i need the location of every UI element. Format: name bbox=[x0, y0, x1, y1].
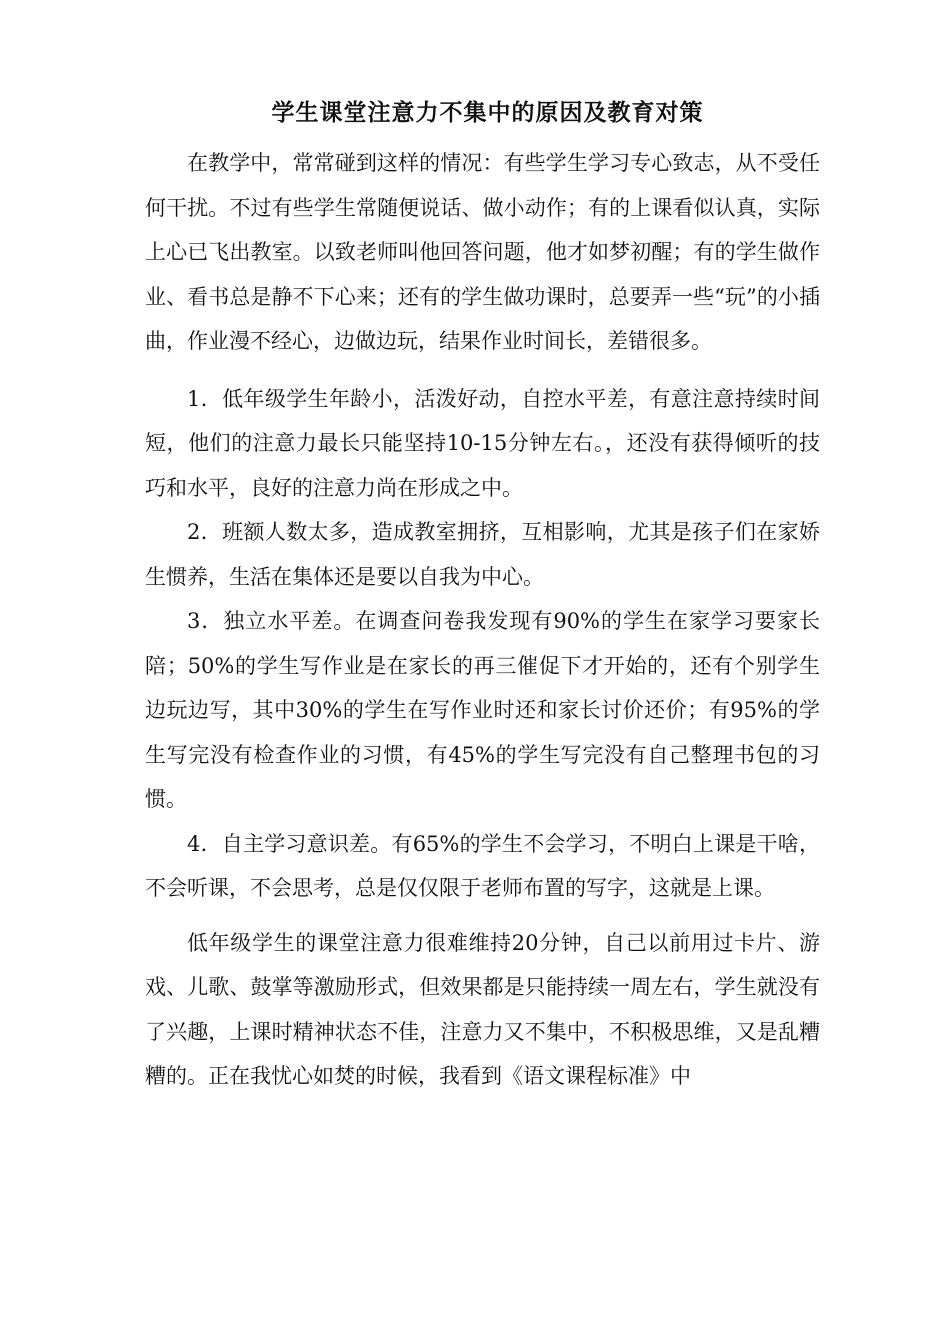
intro-paragraph: 在教学中，常常碰到这样的情况：有些学生学习专心致志，从不受任何干扰。不过有些学生常随便说话、做小动作；有的上课看似认真，实际上心已飞出教室。以致老师叫他回答问题，他才如梦初醒；有的学生做作业、看书总是静不下心来；还有的学生做功课时，总要弄一些“玩”的小插曲，作业漫不经心，边做边玩，结果作业时间长，差错很多。 bbox=[145, 151, 820, 353]
reason-paragraph-1: 1．低年级学生年龄小，活泼好动，自控水平差，有意注意持续时间短，他们的注意力最长只能坚持10-15分钟左右。，还没有获得倾听的技巧和水平，良好的注意力尚在形成之中。 bbox=[145, 386, 820, 500]
document-title: 学生课堂注意力不集中的原因及教育对策 bbox=[271, 99, 704, 126]
closing-paragraph: 低年级学生的课堂注意力很难维持20分钟，自己以前用过卡片、游戏、儿歌、鼓掌等激励形式，但效果都是只能持续一周左右，学生就没有了兴趣，上课时精神状态不佳，注意力又不集中，不积极思维，又是乱糟糟的。正在我忧心如焚的时候，我看到《语文课程标准》中 bbox=[145, 930, 820, 1088]
reason-paragraph-3: 3．独立水平差。在调查问卷我发现有90%的学生在家学习要家长陪；50%的学生写作业是在家长的再三催促下才开始的，还有个别学生边玩边写，其中30%的学生在写作业时还和家长讨价还价；有95%的学生写完没有检查作业的习惯，有45%的学生写完没有自己整理书包的习惯。 bbox=[145, 609, 820, 811]
reason-paragraph-2: 2．班额人数太多，造成教室拥挤，互相影响，尤其是孩子们在家娇生惯养，生活在集体还是要以自我为中心。 bbox=[145, 520, 820, 589]
reason-paragraph-4: 4．自主学习意识差。有65%的学生不会学习，不明白上课是干啥，不会听课，不会思考，总是仅仅限于老师布置的写字，这就是上课。 bbox=[145, 831, 820, 900]
document-page bbox=[145, 98, 820, 1099]
